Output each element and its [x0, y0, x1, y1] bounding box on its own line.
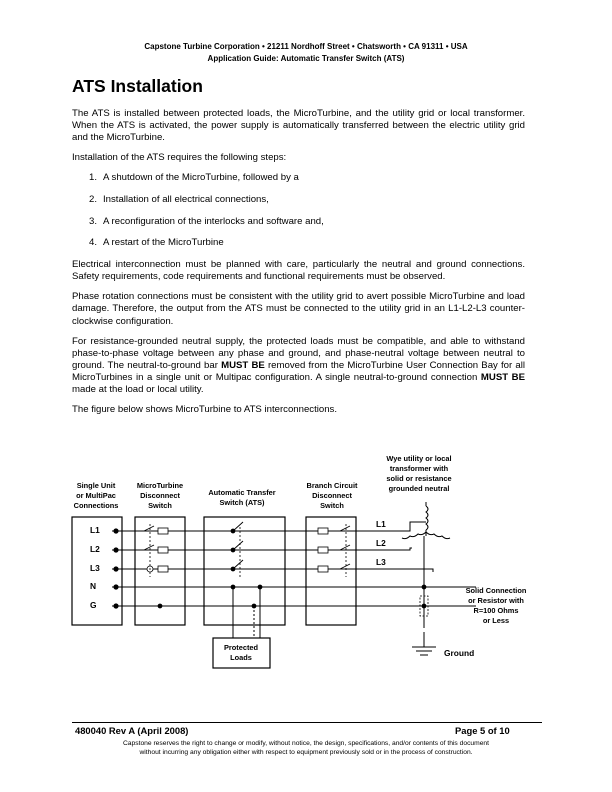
line-label-l1: L1: [376, 519, 386, 529]
branch-disconnect-box: [306, 517, 356, 625]
paragraph-neutral-supply: For resistance-grounded neutral supply, the protected loads must be compatible, and able to withstand phase-to-phase voltage between any phase and ground, and phase-neutral voltage between neutral to ground. The neutral-to-ground bar MUST BE removed from the MicroTurbine User Connection Bay for all MicroTurbines in a single unit or Multipac configuration. A single neutral-to-ground connection MUST BE made at the load or local utility.: [72, 335, 526, 395]
header-guide-line: Application Guide: Automatic Transfer Switch (ATS): [207, 54, 405, 63]
label-ats: Automatic Transfer Switch (ATS): [208, 488, 276, 507]
label-solid-connection: Solid Connection or Resistor with R=100 Ohms or Less: [465, 586, 527, 625]
footer-rule: [72, 722, 542, 723]
label-branch-disconnect: Branch Circuit Disconnect Switch: [306, 481, 358, 510]
footer-doc-number: 480040 Rev A (April 2008): [75, 725, 189, 736]
body-text: [72, 108, 525, 424]
list-item: 3. A reconfiguration of the interlocks and software and,: [89, 215, 324, 227]
label-protected-loads: Protected Loads: [223, 643, 259, 662]
footer-page-number: Page 5 of 10: [455, 725, 510, 736]
terminal-l2: L2: [90, 544, 100, 554]
footer-disclaimer: Capstone reserves the right to change or modify, without notice, the design, specifications, and/or contents of this document without incurring any obligation either with respect to equipment previously sold or in the process of construction.: [122, 740, 490, 756]
paragraph-interconnection: Electrical interconnection must be planned with care, particularly the neutral and ground connections. Safety requirements, code requirements and functional requirements must be observed.: [72, 259, 525, 283]
list-item: 4. A restart of the MicroTurbine: [89, 237, 224, 249]
header-company-line: Capstone Turbine Corporation • 21211 Nordhoff Street • Chatsworth • CA 91311 • USA: [144, 42, 468, 51]
paragraph-intro: The ATS is installed between protected loads, the MicroTurbine, and the utility grid or local transformer. When the ATS is activated, the power supply is automatically transferred between the electric utility grid and the MicroTurbine.: [72, 108, 525, 144]
line-label-l3: L3: [376, 557, 386, 567]
label-ground: Ground: [444, 648, 475, 658]
list-item: 2. Installation of all electrical connections,: [89, 194, 269, 206]
paragraph-phase-rotation: Phase rotation connections must be consistent with the utility grid to avert possible MicroTurbine and load damage. Therefore, the output from the ATS must be connected to the utility grid in an L1-L2-L3 counter-clockwise configuration.: [72, 291, 525, 327]
paragraph-steps-intro: Installation of the ATS requires the following steps:: [72, 152, 287, 164]
line-label-l2: L2: [376, 538, 386, 548]
ats-box: [204, 517, 285, 625]
paragraph-figure-intro: The figure below shows MicroTurbine to ATS interconnections.: [72, 404, 338, 416]
section-title: ATS Installation: [72, 76, 203, 96]
terminal-l3: L3: [90, 563, 100, 573]
steps-list: [72, 172, 525, 249]
list-item: 1. A shutdown of the MicroTurbine, followed by a: [89, 172, 299, 184]
label-wye-transformer: Wye utility or local transformer with solid or resistance grounded neutral: [386, 454, 452, 493]
terminal-g: G: [90, 600, 97, 610]
label-single-unit: Single Unit or MultiPac Connections: [73, 481, 119, 510]
label-mt-disconnect: MicroTurbine Disconnect Switch: [136, 481, 184, 510]
terminal-l1: L1: [90, 525, 100, 535]
page-header: [0, 41, 612, 65]
interconnection-diagram: [60, 452, 540, 677]
terminal-n: N: [90, 581, 97, 591]
